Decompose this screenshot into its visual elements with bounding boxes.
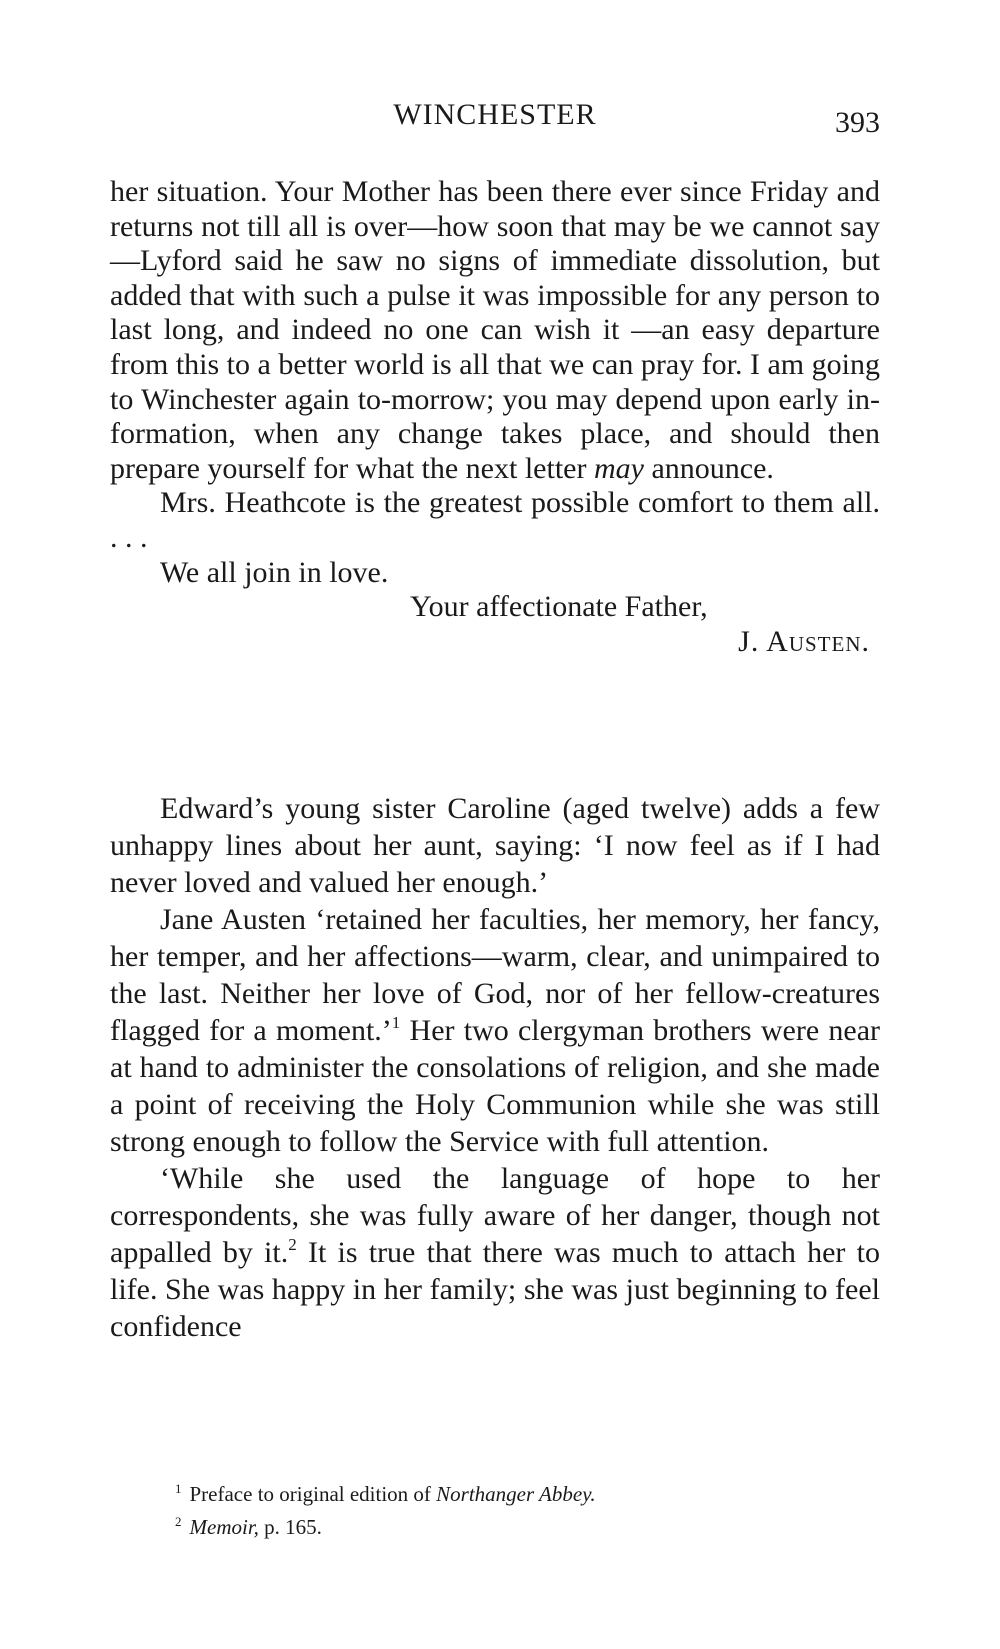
page-header	[110, 98, 880, 138]
paragraph-text: It is true that there was much to attach her to life. She was happy in her family; she was just beginning to feel confidence	[110, 1236, 880, 1343]
footnotes	[175, 1478, 875, 1544]
footnote	[175, 1511, 875, 1544]
paragraph-text: ‘While she used the language of hope to her correspondents, she was fully aware of her danger, though not appalled by it.	[110, 1162, 880, 1269]
narrative-paragraph	[110, 901, 880, 1160]
footnote-text: Preface to original edition of	[189, 1482, 437, 1506]
letter-paragraph	[110, 175, 880, 486]
footnote-title: Northanger Abbey.	[436, 1482, 596, 1506]
signature-text: J. Austen.	[738, 624, 870, 658]
paragraph-text: Her two clergyman brothers were near at hand to administer the consolations of religion, and she made a point of receiving the Holy Communion while she was still strong enough to follow the Service with full attention.	[110, 1014, 881, 1158]
footnote-title: Memoir,	[189, 1515, 259, 1539]
letter-signature	[110, 625, 880, 660]
letter-closing: Your affectionate Father,	[410, 590, 708, 624]
letter-paragraph-text: her situation. Your Mother has been there ever since Friday and returns not till all is over—how soon that may be we cannot say—Lyford said he saw no signs of immediate dissolution, but added that with such a pulse it was impossible for any person to last long, and indeed no one can wish it —an easy departure from this to a better world is all that we can pray for. I am going to Winchester again to-morrow; you may depend upon early in-formation, when any change takes place, and should then prepare yourself for what the next letter	[110, 175, 880, 485]
footnote	[175, 1478, 875, 1511]
footnote-mark: 2	[175, 1514, 182, 1529]
footnote-reference: 1	[391, 1013, 401, 1032]
footnote-mark: 1	[175, 1481, 182, 1496]
narrative-body	[110, 790, 880, 1345]
emphasis-may: may	[593, 451, 644, 485]
letter-paragraph-end: announce.	[651, 451, 774, 485]
narrative-paragraph: Edward’s young sister Caroline (aged twelve) adds a few unhappy lines about her aunt, saying: ‘I now feel as if I had never loved and valued her enough.’	[110, 792, 880, 899]
narrative-paragraph	[110, 1160, 880, 1345]
paragraph-text: Jane Austen ‘retained her faculties, her memory, her fancy, her temper, and her affections—warm, clear, and unimpaired to the last. Neither her love of God, nor of her fellow-creatures flagged for a moment.’	[110, 903, 880, 1047]
letter-paragraph: We all join in love.	[160, 555, 389, 589]
footnote-text-after: p. 165.	[258, 1515, 322, 1539]
footnote-reference: 2	[288, 1235, 297, 1254]
letter-excerpt	[110, 175, 880, 659]
page-number: 393	[835, 106, 880, 139]
running-title: WINCHESTER	[393, 98, 597, 131]
letter-paragraph: Mrs. Heathcote is the greatest possible comfort to them all. . . .	[110, 486, 880, 554]
